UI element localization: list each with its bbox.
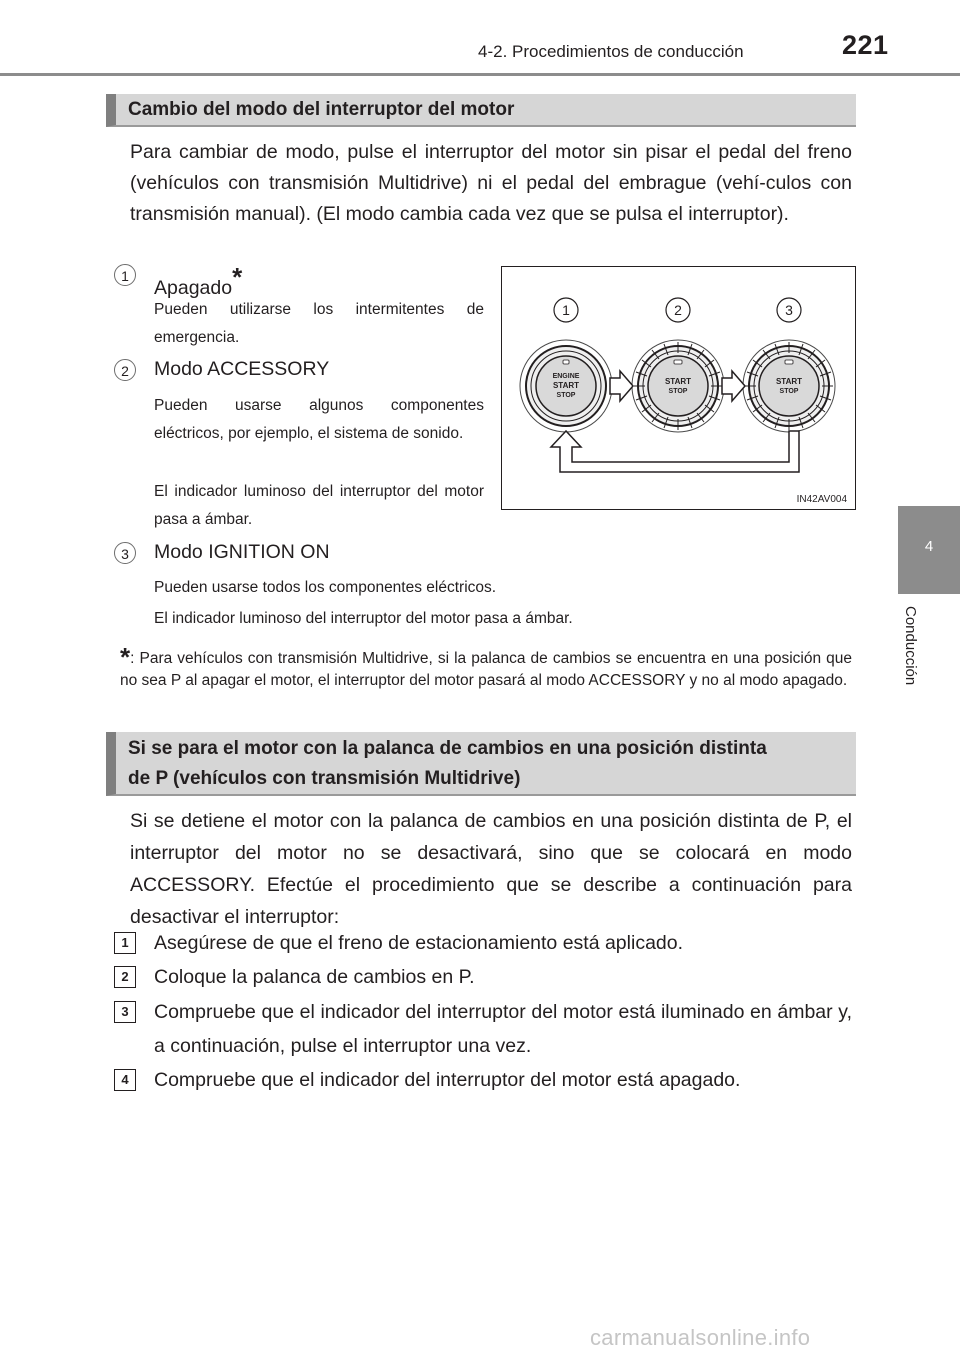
header-rule	[0, 73, 960, 76]
step-4-text: Compruebe que el indicador del interruptor del motor está apagado.	[154, 1069, 741, 1091]
chapter-tab-label: Conducción	[902, 606, 919, 686]
figure-code: IN42AV004	[796, 494, 847, 505]
chapter-tab-label-wrap	[904, 606, 934, 736]
svg-text:STOP: STOP	[668, 388, 688, 395]
section2-title-line2: de P (vehículos con transmisión Multidrive)	[128, 768, 521, 789]
chapter-tab-number: 4	[924, 538, 934, 555]
item-desc-off: Pueden utilizarse los intermitentes de emergencia.	[154, 301, 484, 346]
item-desc-accessory-2: El indicador luminoso del interruptor del motor pasa a ámbar.	[154, 483, 484, 528]
section-intro-paragraph: Para cambiar de modo, pulse el interruptor del motor sin pisar el pedal del freno (vehículos con transmisión Multidrive) ni el pedal del embrague (vehí-culos con transmisión manual). (El modo cambia cada vez que se pulsa el interruptor).	[130, 141, 852, 225]
watermark: carmanualsonline.info	[590, 1325, 811, 1350]
footnote: *: Para vehículos con transmisión Multidrive, si la palanca de cambios se encuentra en una posición que no sea P al apagar el motor, el interruptor del motor pasará al modo ACCESSORY y no al modo apagado.	[120, 642, 852, 689]
svg-text:START: START	[552, 381, 580, 390]
engine-button-off	[520, 340, 612, 432]
section-header: 4-2. Procedimientos de conducción	[478, 42, 744, 61]
figure-marker-1: 1	[562, 302, 570, 318]
item-desc-ignition-1: Pueden usarse todos los componentes eléctricos.	[154, 579, 497, 596]
engine-switch-illustration	[502, 267, 855, 509]
return-arrow-icon	[551, 431, 799, 472]
svg-text:STOP: STOP	[556, 392, 576, 399]
section2-intro-paragraph: Si se detiene el motor con la palanca de cambios en una posición distinta de P, el interruptor del motor no se desactivará, sino que se colocará en modo ACCESSORY. Efectúe el procedimiento que se describe a continuación para desactivar el interruptor:	[130, 810, 852, 928]
arrow-right-icon	[722, 371, 745, 401]
svg-text:START: START	[664, 377, 692, 386]
section-title: Cambio del modo del interruptor del motor	[128, 99, 515, 120]
item-marker-2: 2	[114, 359, 136, 381]
section2-title-line1: Si se para el motor con la palanca de cambios en una posición distinta	[128, 738, 767, 759]
step-2-text: Coloque la palanca de cambios en P.	[154, 966, 475, 988]
section-heading-engine-switch-mode	[106, 94, 856, 127]
figure-marker-2: 2	[674, 302, 682, 318]
item-marker-3: 3	[114, 542, 136, 564]
item-marker-1: 1	[114, 264, 136, 286]
step-number-3: 3	[114, 1001, 136, 1023]
item-title-off: Apagado*	[154, 262, 243, 299]
engine-button-accessory	[632, 340, 724, 432]
figure-marker-3: 3	[785, 302, 793, 318]
item-desc-ignition-2: El indicador luminoso del interruptor del motor pasa a ámbar.	[154, 610, 573, 627]
step-3-text: Compruebe que el indicador del interruptor del motor está iluminado en ámbar y, a continuación, pulse el interruptor una vez.	[154, 1001, 852, 1057]
page-number: 221	[842, 30, 889, 60]
item-desc-accessory-1: Pueden usarse algunos componentes eléctricos, por ejemplo, el sistema de sonido.	[154, 397, 484, 442]
engine-button-ignition-on	[743, 340, 835, 432]
step-number-2: 2	[114, 966, 136, 988]
svg-text:ENGINE: ENGINE	[552, 373, 580, 380]
svg-text:STOP: STOP	[779, 388, 799, 395]
arrow-right-icon	[610, 371, 633, 401]
chapter-tab	[898, 506, 960, 594]
step-1-text: Asegúrese de que el freno de estacionamiento está aplicado.	[154, 932, 684, 954]
svg-text:START: START	[775, 377, 803, 386]
item-title-accessory: Modo ACCESSORY	[154, 358, 330, 380]
step-number-1: 1	[114, 932, 136, 954]
engine-switch-figure	[501, 266, 856, 510]
item-title-ignition-on: Modo IGNITION ON	[154, 541, 330, 563]
section-heading-shift-not-in-p	[106, 732, 856, 796]
step-number-4: 4	[114, 1069, 136, 1091]
